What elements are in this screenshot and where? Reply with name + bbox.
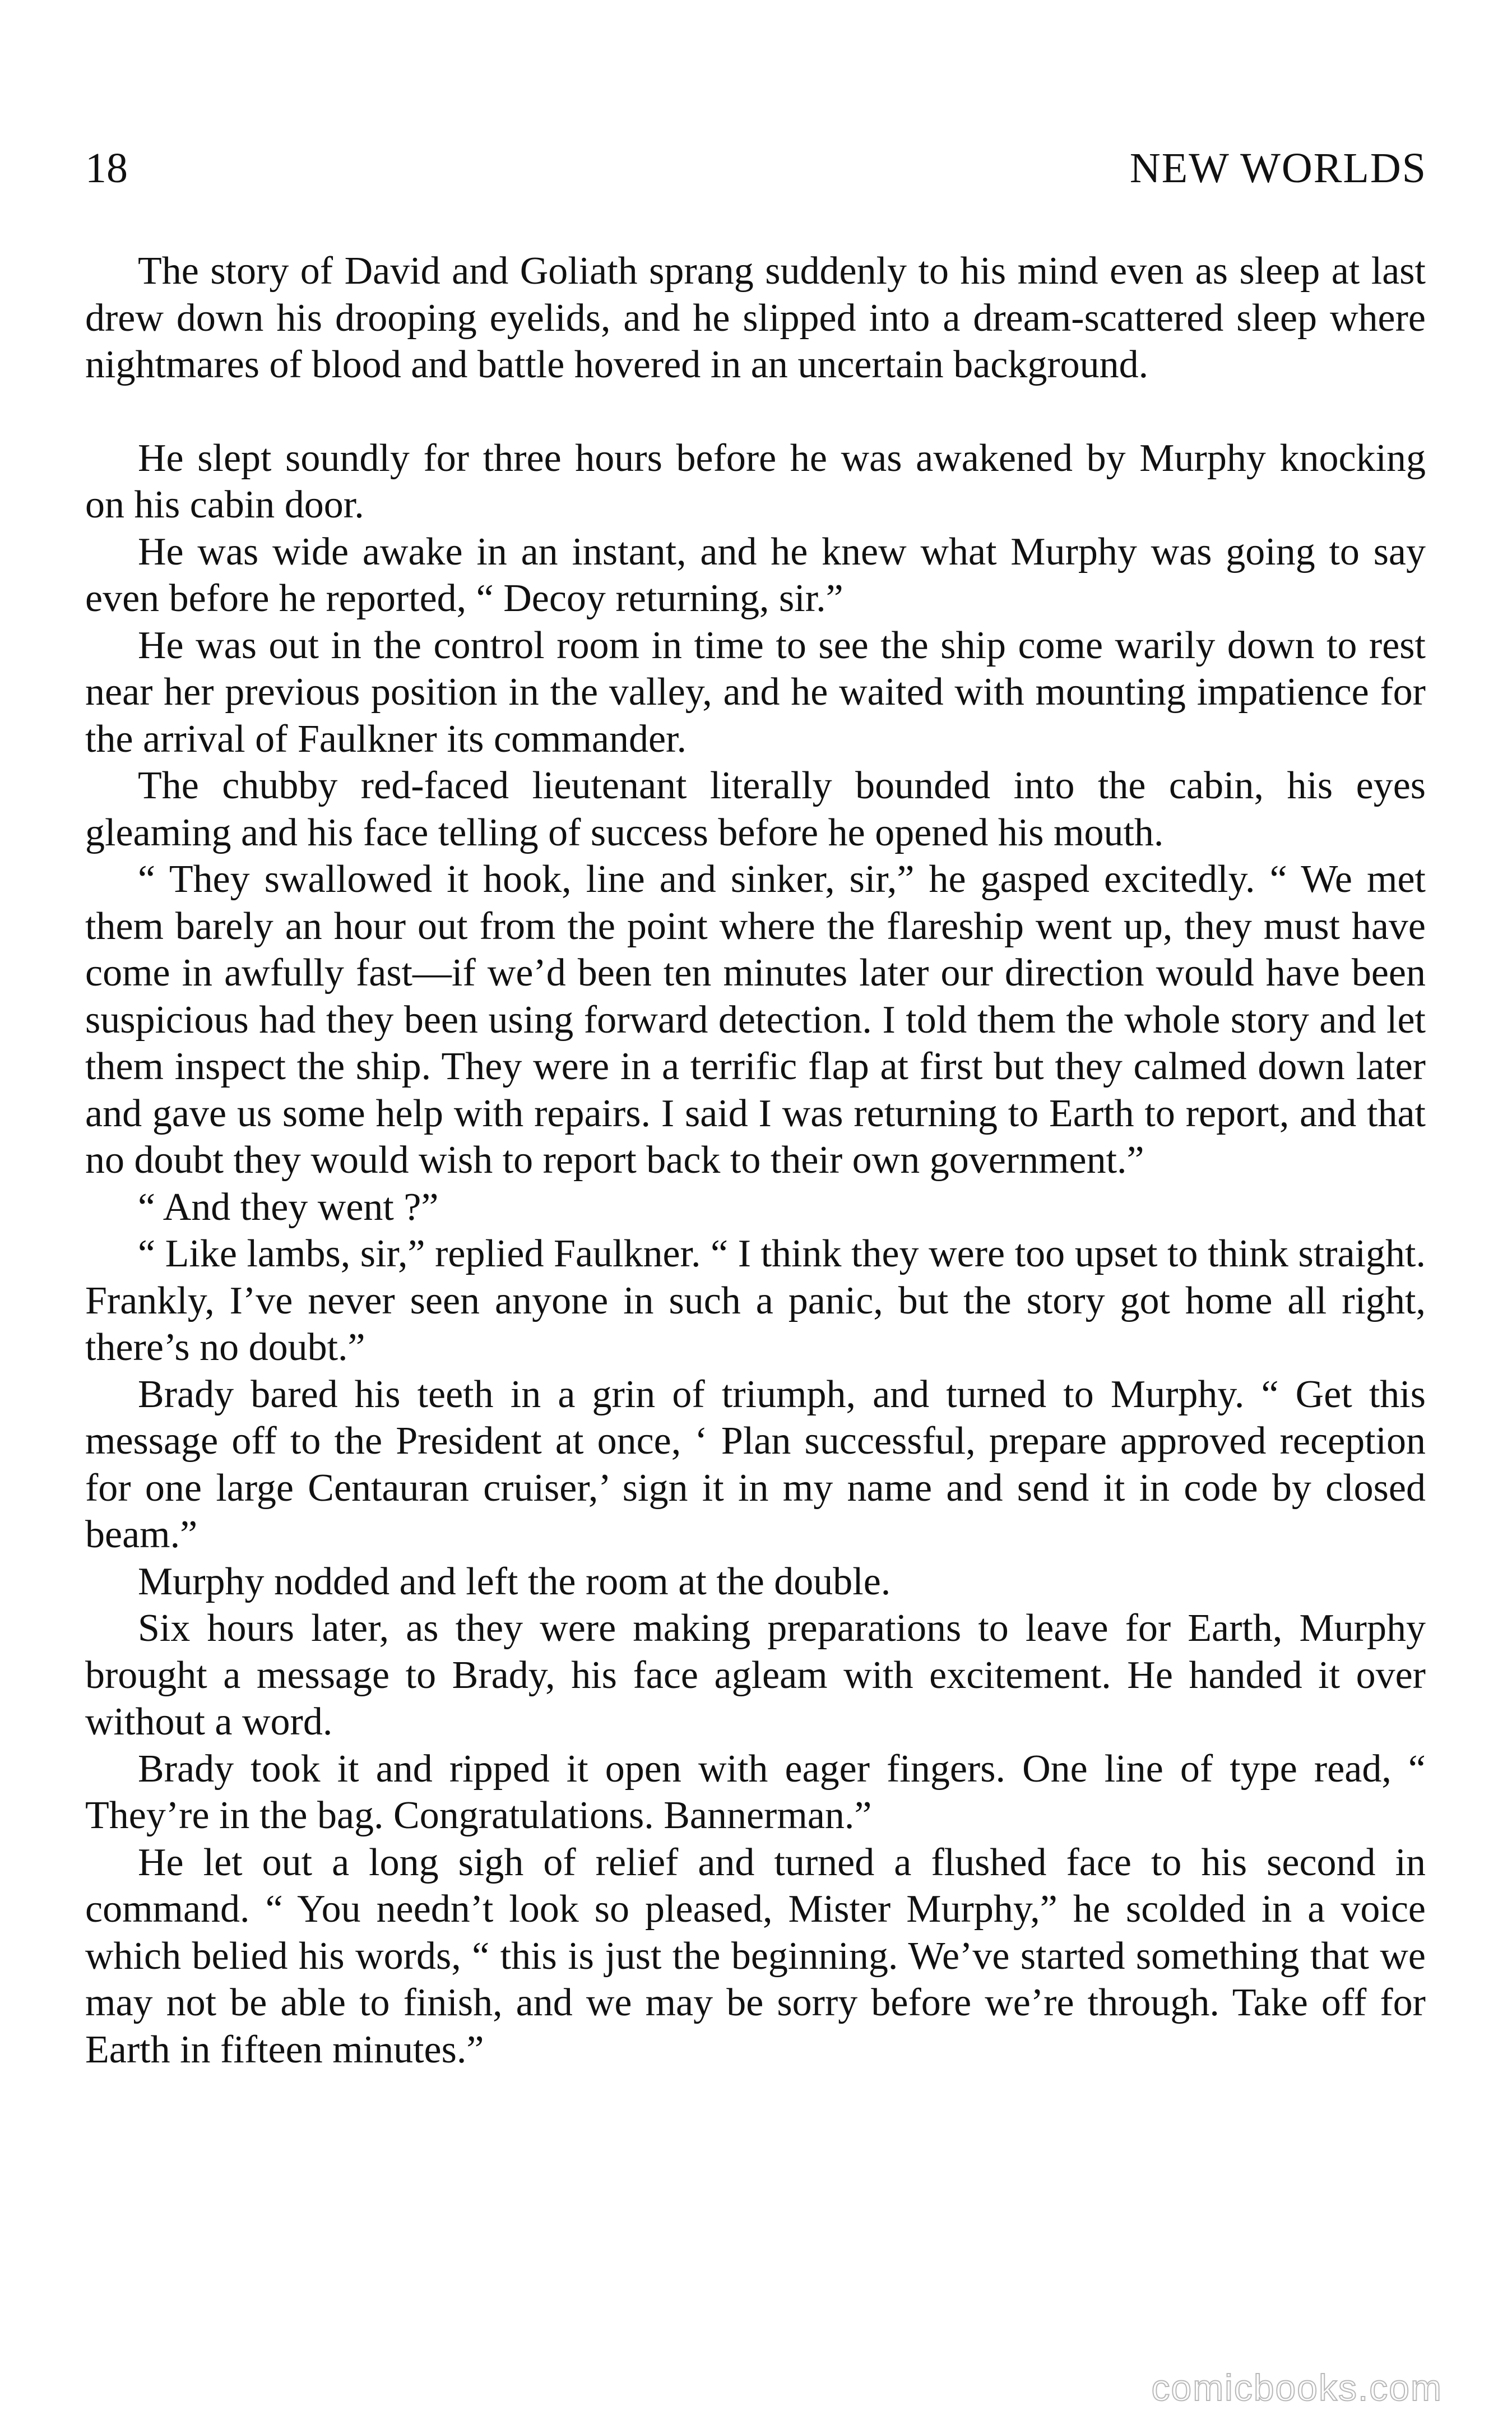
paragraph: “ And they went ?” — [138, 1185, 439, 1229]
paragraph: He slept soundly for three hours before he was awakened by Murphy knocking on his cabin door. — [85, 436, 1426, 526]
paragraph: He was out in the control room in time to see the ship come warily down to rest near her previous position in the valley, and he waited with mounting impatience for the arrival of Faulkner its commander. — [85, 623, 1426, 761]
paragraph: He let out a long sigh of relief and turned a flushed face to his second in command. “ You needn’t look so pleased, Mister Murphy,” he scolded in a voice which belied his words, “ this is just the beginning. We’ve started something that we may not be able to finish, and we may be sorry before we’re through. Take off for Earth in fifteen minutes.” — [85, 1840, 1426, 2071]
paragraph: Brady took it and ripped it open with eager fingers. One line of type read, “ They’re in the bag. Congratulations. Bannerman.” — [85, 1747, 1426, 1837]
paragraph: The story of David and Goliath sprang suddenly to his mind even as sleep at last drew down his drooping eyelids, and he slipped into a dream-scattered sleep where nightmares of blood and battle hovered in an uncertain background. — [85, 249, 1426, 386]
running-head: NEW WORLDS — [1129, 145, 1427, 192]
paragraph: Six hours later, as they were making preparations to leave for Earth, Murphy brought a message to Brady, his face agleam with excitement. He handed it over without a word. — [85, 1607, 1426, 1743]
paragraph: He was wide awake in an instant, and he knew what Murphy was going to say even before he reported, “ Decoy returning, sir.” — [85, 530, 1426, 620]
paragraph: “ They swallowed it hook, line and sinker, sir,” he gasped excitedly. “ We met them barely an hour out from the point where the flareship went up, they must have come in awfully fast—if we’d been ten minutes later our direction would have been suspicious had they been using forward detection. I told them the whole story and let them inspect the ship. They were in a terrific flap at first but they calmed down later and gave us some help with repairs. I said I was returning to Earth to report, and that no doubt they would wish to report back to their own government.” — [85, 858, 1426, 1182]
paragraph: Murphy nodded and left the room at the double. — [138, 1560, 891, 1603]
paragraph: “ Like lambs, sir,” replied Faulkner. “ I think they were too upset to think straight. Frankly, I’ve never seen anyone in such a panic, but the story got home all right, there’s no doubt.” — [85, 1232, 1426, 1369]
body-text — [85, 248, 1426, 2073]
paragraph: The chubby red-faced lieutenant literally bounded into the cabin, his eyes gleaming and his face telling of success before he opened his mouth. — [85, 764, 1426, 854]
watermark: comicbooks.com — [1151, 2367, 1443, 2408]
page-number: 18 — [85, 145, 128, 192]
paragraph: Brady bared his teeth in a grin of triumph, and turned to Murphy. “ Get this message off to the President at once, ‘ Plan successful, prepare approved reception for one large Centauran cruiser,’ sign it in my name and send it in code by closed beam.” — [85, 1372, 1426, 1556]
